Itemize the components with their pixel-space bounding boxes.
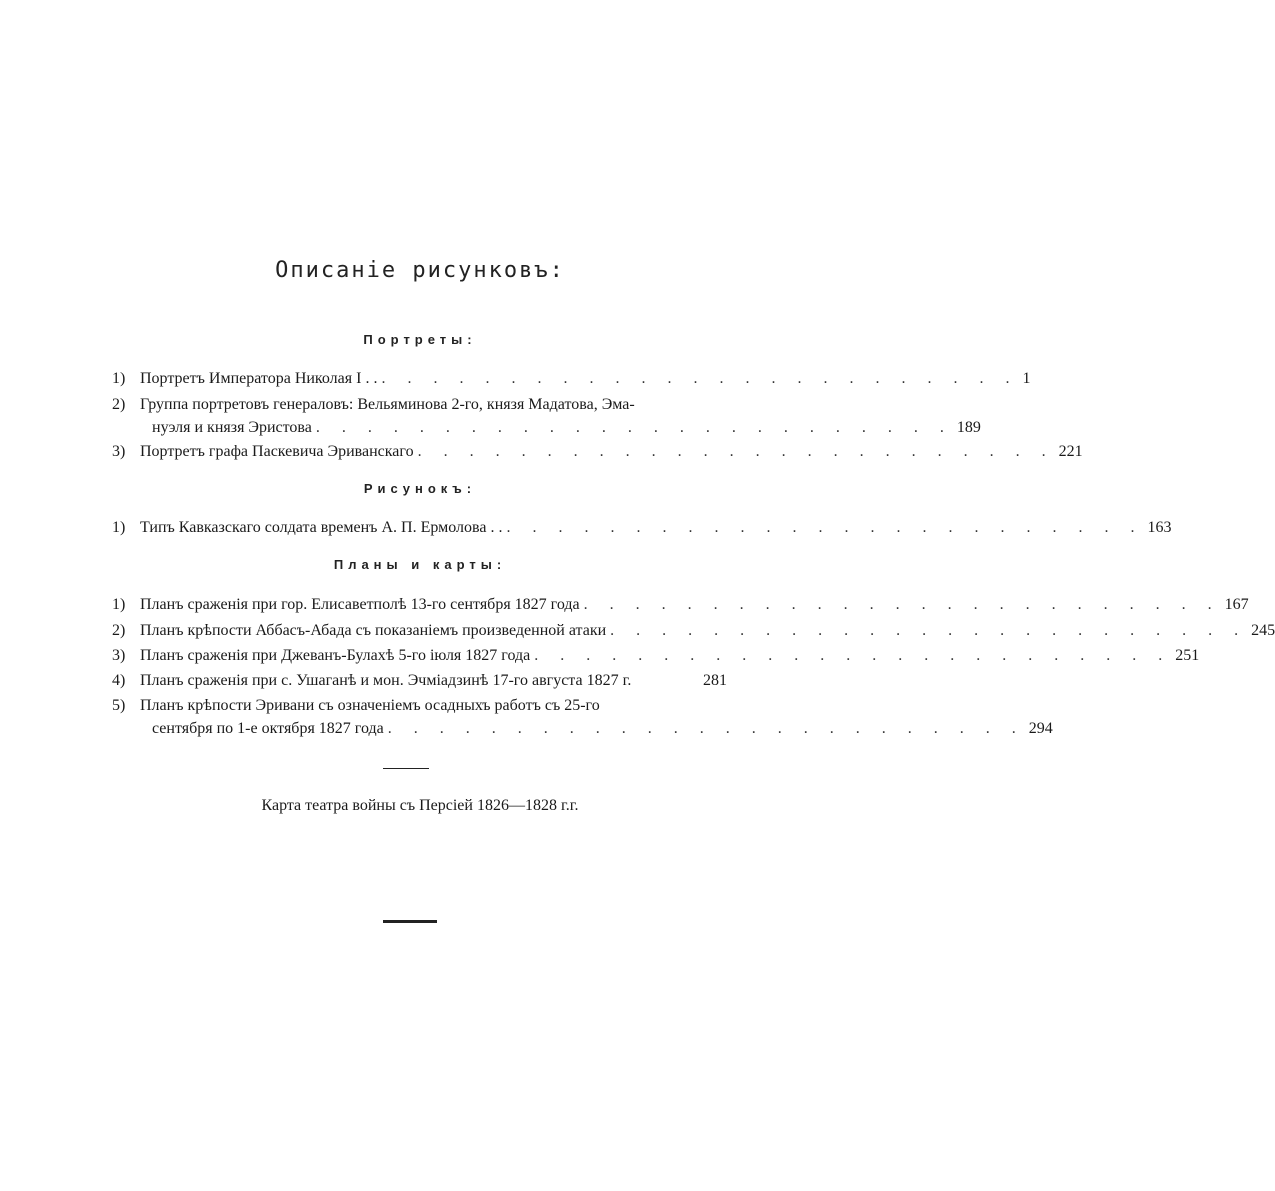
list-item: [112, 645, 1200, 667]
list-item: [112, 620, 1275, 642]
item-number: 2): [112, 622, 126, 639]
dot-leader: . . . . . . . . . . . . . . . . . . . . . . . . .: [387, 720, 1025, 737]
list-item-continuation: [152, 417, 981, 439]
page-number: 251: [1175, 647, 1200, 664]
item-title: Планъ крѣпости Эривани съ означеніемъ осадныхъ работъ съ 25-го: [140, 697, 600, 714]
item-number: 1): [112, 519, 126, 536]
section-heading-portraits: Портреты:: [363, 332, 477, 347]
item-number: 5): [112, 697, 126, 714]
item-title: Портретъ графа Паскевича Эриванскаго: [140, 443, 414, 460]
item-title: Группа портретовъ генераловъ: Вельяминова 2-го, князя Мадатова, Эма-: [140, 396, 635, 413]
page-number: 221: [1058, 443, 1083, 460]
list-item: [112, 670, 727, 692]
list-item: [112, 394, 727, 416]
dot-leader: . . . . . . . . . . . . . . . . . . . . . . . . .: [381, 370, 1019, 387]
item-title: Портретъ Императора Николая I . .: [140, 370, 378, 387]
page-number: 163: [1147, 519, 1172, 536]
item-number: 1): [112, 370, 126, 387]
item-title: Планъ сраженія при гор. Елисаветполѣ 13-го сентября 1827 года: [140, 596, 580, 613]
section-heading-drawings: Рисунокъ:: [363, 481, 477, 496]
list-item: [112, 441, 1083, 463]
page-number: 245: [1251, 622, 1275, 639]
item-number: 3): [112, 443, 126, 460]
dot-leader: . . . . . . . . . . . . . . . . . . . . . . . . .: [417, 443, 1055, 460]
list-item: [112, 695, 727, 717]
list-item-continuation: [152, 718, 1053, 740]
end-divider: [383, 920, 437, 923]
item-title: Планъ крѣпости Аббасъ-Абада съ показаніемъ произведенной атаки: [140, 622, 607, 639]
page-title: Описаніе рисунковъ:: [275, 258, 565, 283]
section-heading-plans: Планы и карты:: [333, 557, 507, 572]
list-item: [112, 594, 1249, 616]
item-title: Планъ сраженія при Джеванъ-Булахѣ 5-го іюля 1827 года: [140, 647, 531, 664]
page-number: 281: [703, 672, 727, 689]
item-number: 1): [112, 596, 126, 613]
item-number: 4): [112, 672, 126, 689]
page-number: 1: [1022, 370, 1031, 387]
list-item: [112, 517, 1172, 539]
item-title: Планъ сраженія при с. Ушаганѣ и мон. Эчміадзинѣ 17-го августа 1827 г.: [140, 672, 632, 689]
dot-leader: . . . . . . . . . . . . . . . . . . . . . . . . .: [610, 622, 1248, 639]
dot-leader: . . . . . . . . . . . . . . . . . . . . . . . . .: [583, 596, 1221, 613]
item-number: 2): [112, 396, 126, 413]
list-item: [112, 368, 1031, 390]
item-title: Типъ Кавказскаго солдата временъ А. П. Ермолова . .: [140, 519, 503, 536]
dot-leader: . . . . . . . . . . . . . . . . . . . . . . . . .: [534, 647, 1172, 664]
page-number: 189: [956, 419, 981, 436]
page-number: 167: [1224, 596, 1249, 613]
map-caption: Карта театра войны съ Персіей 1826—1828 г.г.: [261, 797, 579, 814]
page-number: 294: [1028, 720, 1053, 737]
item-number: 3): [112, 647, 126, 664]
item-title-continuation: нуэля и князя Эристова: [152, 419, 312, 436]
divider: [383, 768, 429, 769]
dot-leader: . . . . . . . . . . . . . . . . . . . . . . . . .: [315, 419, 953, 436]
dot-leader: . . . . . . . . . . . . . . . . . . . . . . . . .: [506, 519, 1144, 536]
item-title-continuation: сентября по 1-е октября 1827 года: [152, 720, 384, 737]
